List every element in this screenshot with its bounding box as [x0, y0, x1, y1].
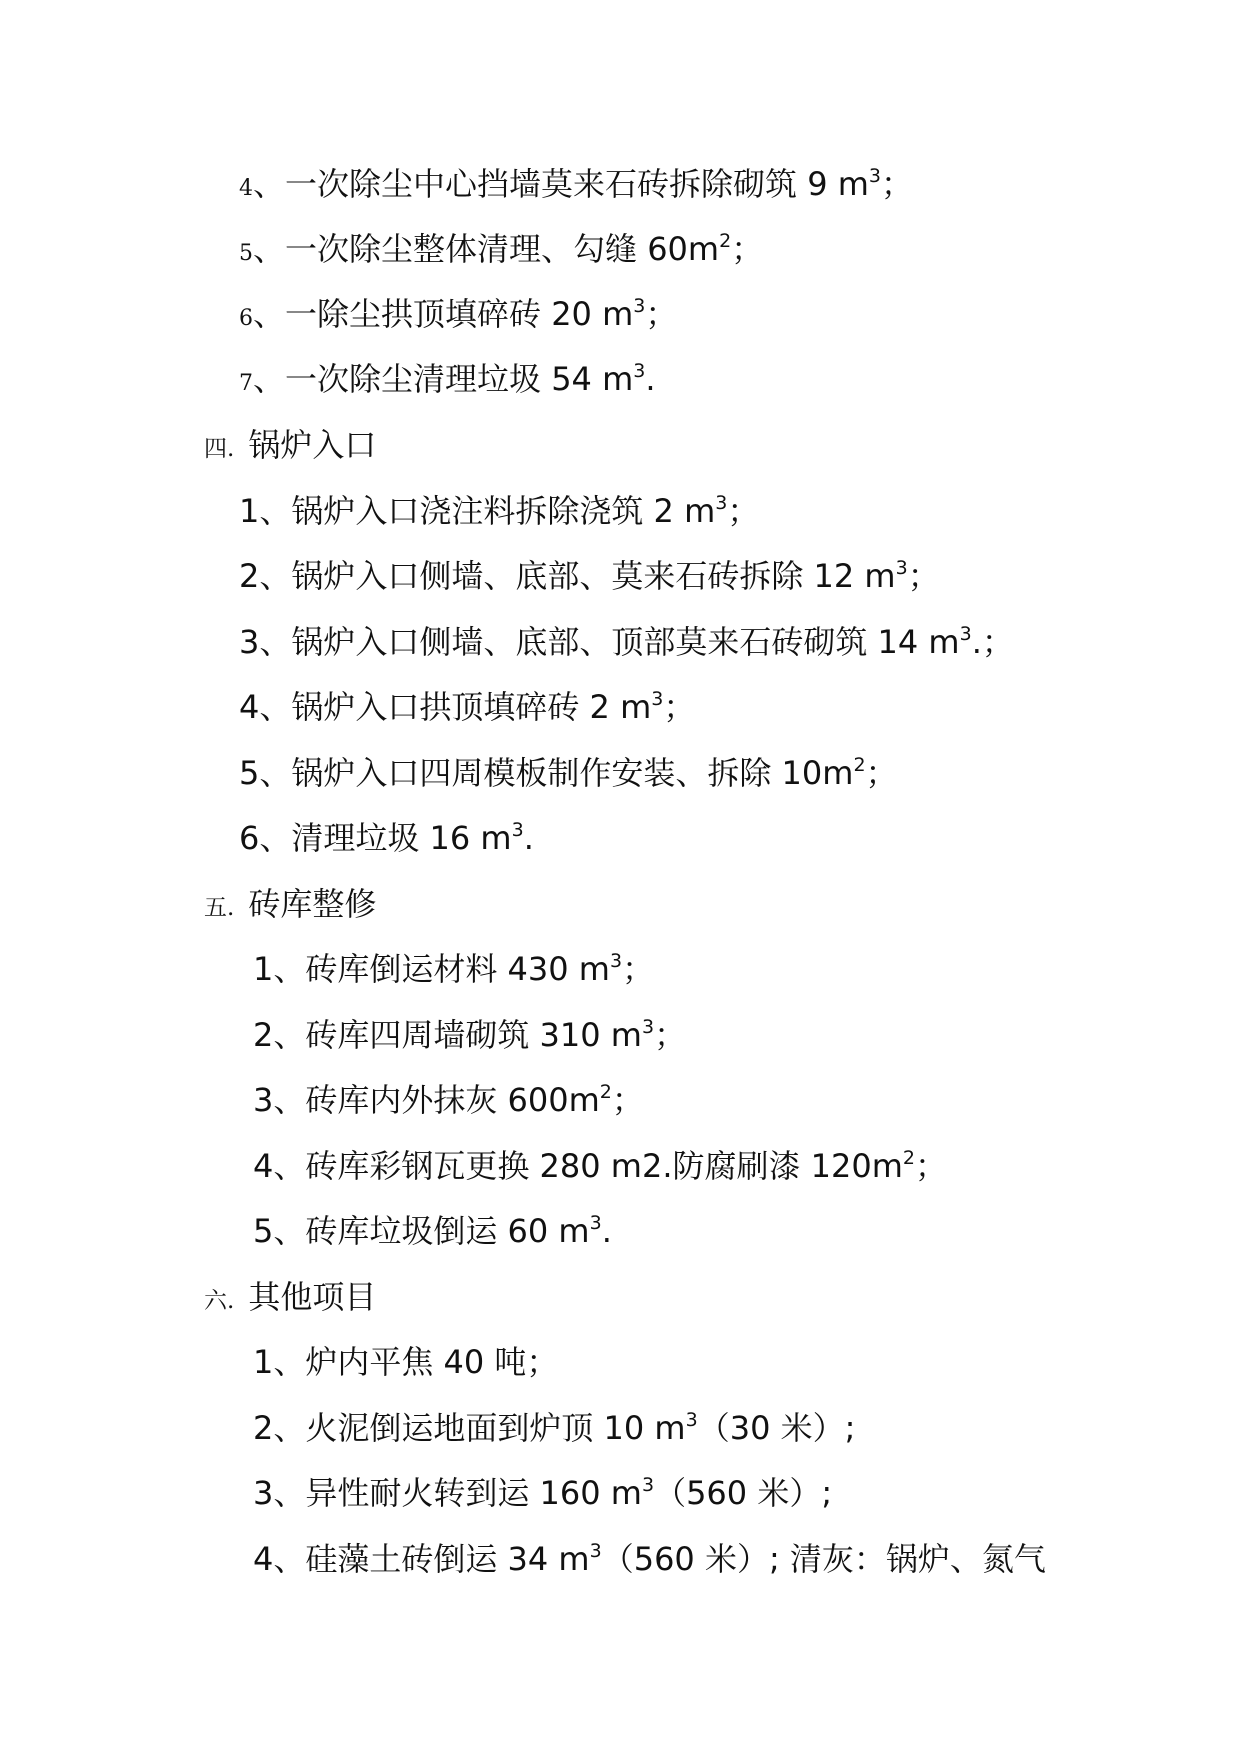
item-number: 7 — [239, 371, 253, 396]
item-text: 4、硅藻土砖倒运 34 m — [253, 1540, 590, 1578]
section-heading — [204, 1277, 376, 1321]
list-item: 2、砖库四周墙砌筑 310 $m^3$； — [253, 1016, 687, 1054]
unit-exponent: 2 — [719, 230, 732, 252]
list-item: 5、锅炉入口四周模板制作安装、拆除 $10m^2$； — [239, 754, 898, 792]
list-item: 3、砖库内外抹灰 $600m^2$； — [253, 1081, 644, 1119]
item-text: 2、火泥倒运地面到炉顶 10 m — [253, 1409, 686, 1447]
item-text: 1、锅炉入口浇注料拆除浇筑 2 m — [239, 492, 716, 530]
unit-exponent: 2 — [902, 1147, 916, 1169]
unit-exponent: 3 — [641, 1016, 655, 1038]
list-item: 2、火泥倒运地面到炉顶 10 $m^3(30$ 米）; — [253, 1409, 856, 1447]
list-item: 3、异性耐火转到运 160 $m^3(560$ 米）; — [253, 1474, 833, 1512]
item-text: 1、炉内平焦 40 吨； — [253, 1343, 559, 1381]
section-title: 其他项目 — [248, 1278, 377, 1316]
list-item: 2、锅炉入口侧墙、底部、莫来石砖拆除 12 $m^3$； — [239, 557, 940, 595]
section-heading — [204, 425, 376, 469]
unit-exponent: 3 — [895, 557, 908, 579]
section-heading — [204, 884, 376, 928]
unit-exponent: 3 — [633, 360, 646, 382]
section-title: 锅炉入口 — [248, 426, 377, 464]
list-item: 7、一次除尘清理垃圾 54 $m^3$. — [239, 360, 656, 398]
list-item: 6、一除尘拱顶填碎砖 20 $m^3$； — [239, 295, 678, 333]
item-text: 一次除尘中心挡墙莫来石砖拆除砌筑 9 m — [285, 165, 869, 203]
unit-exponent: 2 — [853, 754, 866, 776]
list-item: 5、一次除尘整体清理、勾缝 $60m^2$； — [239, 230, 764, 268]
section-marker: 四. — [204, 436, 235, 462]
item-text: 6、清理垃圾 16 m — [239, 819, 512, 857]
unit-exponent: 3 — [609, 950, 623, 972]
list-item: 4、锅炉入口拱顶填碎砖 2 $m^3$； — [239, 688, 696, 726]
list-item: 6、清理垃圾 16 $m^3$. — [239, 819, 534, 857]
list-item: 3、锅炉入口侧墙、底部、顶部莫来石砖砌筑 14 $m^3$.； — [239, 623, 1014, 661]
section-marker: 六. — [204, 1288, 235, 1314]
item-text: 2、砖库四周墙砌筑 310 m — [253, 1016, 642, 1054]
unit-exponent: 3 — [868, 165, 881, 187]
list-item: 4、砖库彩钢瓦更换 280 m2.防腐刷漆 $120m^2$； — [253, 1147, 948, 1185]
item-number: 6 — [239, 306, 253, 331]
item-text: 1、砖库倒运材料 430 m — [253, 950, 610, 988]
section-title: 砖库整修 — [248, 885, 377, 923]
unit-exponent: 2 — [599, 1081, 612, 1103]
unit-exponent: 3 — [715, 492, 728, 514]
item-number: 4 — [239, 176, 253, 201]
item-text: 3、锅炉入口侧墙、底部、顶部莫来石砖砌筑 14 m — [239, 623, 960, 661]
section-marker: 五. — [204, 895, 235, 921]
item-number: 5 — [239, 241, 253, 266]
item-text: 3、砖库内外抹灰 600m — [253, 1081, 600, 1119]
list-item: 1、锅炉入口浇注料拆除浇筑 2 $m^3$； — [239, 492, 760, 530]
list-item: 4、硅藻土砖倒运 34 $m^3(560$ 米）; 清灰：锅炉、氮气 — [253, 1540, 1046, 1578]
item-text: 4、锅炉入口拱顶填碎砖 2 m — [239, 688, 652, 726]
item-text: 2、锅炉入口侧墙、底部、莫来石砖拆除 12 m — [239, 557, 896, 595]
unit-exponent: 3 — [633, 295, 646, 317]
item-text: 3、异性耐火转到运 160 m — [253, 1474, 642, 1512]
item-text: 一除尘拱顶填碎砖 20 m — [285, 295, 634, 333]
item-text: 5、砖库垃圾倒运 60 m — [253, 1212, 590, 1250]
unit-exponent: 3 — [959, 623, 972, 645]
list-item: 1、砖库倒运材料 430 $m^3$； — [253, 950, 655, 988]
item-text: 一次除尘清理垃圾 54 m — [285, 360, 634, 398]
unit-exponent: 3 — [589, 1212, 602, 1234]
unit-exponent: 3 — [651, 688, 664, 710]
unit-exponent: 3 — [641, 1474, 655, 1496]
unit-exponent: 3 — [589, 1540, 602, 1562]
item-text: 4、砖库彩钢瓦更换 280 m2.防腐刷漆 120m — [253, 1147, 903, 1185]
list-item: 4、一次除尘中心挡墙莫来石砖拆除砌筑 9 $m^3$； — [239, 165, 914, 203]
list-item: 5、砖库垃圾倒运 60 $m^3$. — [253, 1212, 612, 1250]
item-text: 一次除尘整体清理、勾缝 60m — [285, 230, 720, 268]
item-text: 5、锅炉入口四周模板制作安装、拆除 10m — [239, 754, 854, 792]
unit-exponent: 3 — [685, 1409, 698, 1431]
list-item — [253, 1342, 558, 1382]
unit-exponent: 3 — [511, 819, 524, 841]
